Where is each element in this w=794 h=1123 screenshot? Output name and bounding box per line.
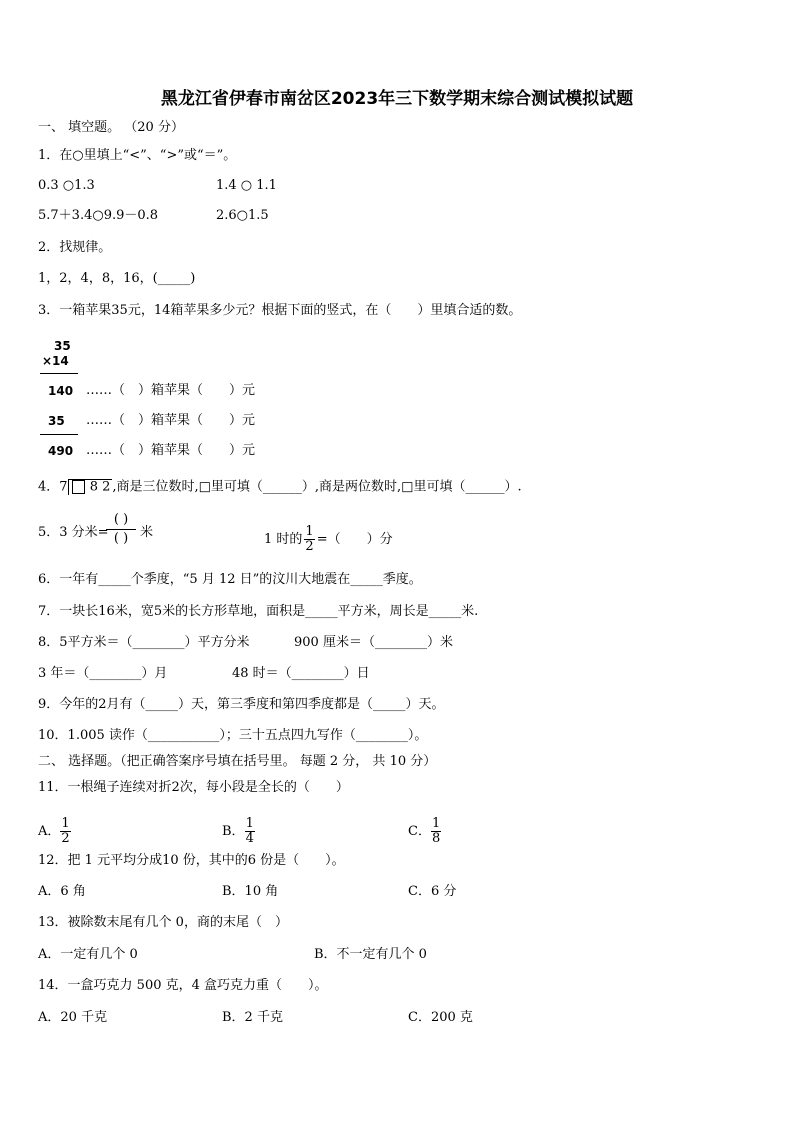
option-11-b-num: 1 — [245, 816, 254, 831]
section-2-heading: 二、 选择题。（把正确答案序号填在括号里。 每题 2 分， 共 10 分） — [38, 754, 437, 769]
calc-line-2 — [40, 434, 78, 435]
option-11-c-fraction — [431, 817, 441, 846]
question-10: 10．1.005 读作（___________）；三十五点四九写作（________）。 — [38, 728, 428, 743]
question-13-stem: 13．被除数末尾有几个 0，商的末尾（ ） — [38, 915, 288, 930]
partial-product-1: 140 — [48, 384, 74, 398]
half-denominator: 2 — [305, 539, 314, 554]
question-5-unit: 米 — [140, 525, 154, 540]
question-5-part-2 — [264, 525, 393, 554]
option-13-a: A．一定有几个 0 — [38, 947, 138, 962]
option-11-a-den: 2 — [61, 831, 70, 846]
question-8-a: 8．5平方米＝（________）平方分米 — [38, 635, 250, 650]
calc-row-1-text: ……（ ）箱苹果（ ）元 — [86, 383, 256, 398]
option-14-b: B．2 千克 — [222, 1010, 283, 1025]
fraction-blank-numerator: ( ) — [113, 512, 129, 527]
division-bracket — [68, 479, 113, 495]
vertical-calc-top: 35 — [54, 339, 71, 353]
option-11-b-fraction — [245, 817, 255, 846]
option-14-c: C．200 克 — [408, 1010, 473, 1025]
question-6: 6．一年有_____个季度，“5 月 12 日”的汶川大地震在_____季度。 — [38, 572, 422, 587]
section-1-heading: 一、 填空题。 （20 分） — [38, 120, 184, 135]
calc-result: 490 — [48, 444, 74, 458]
question-1-item-a: 0.3 ○1.3 — [38, 178, 95, 193]
option-11-c — [408, 817, 441, 846]
option-11-c-label: C． — [408, 824, 431, 839]
question-8-d: 48 时＝（________）日 — [232, 666, 370, 681]
question-5-minutes: =（ ）分 — [316, 532, 393, 547]
option-11-b — [222, 817, 255, 846]
question-3-stem: 3．一箱苹果35元，14箱苹果多少元？根据下面的竖式，在（ ）里填合适的数。 — [38, 303, 522, 318]
calc-line-1 — [40, 373, 78, 374]
question-9: 9．今年的2月有（_____）天，第三季度和第四季度都是（_____）天。 — [38, 697, 445, 712]
question-1-item-c: 5.7＋3.4○9.9－0.8 — [38, 208, 159, 223]
calc-row-2-text: ……（ ）箱苹果（ ）元 — [86, 413, 256, 428]
question-14-stem: 14．一盒巧克力 500 克，4 盒巧克力重（ ）。 — [38, 978, 328, 993]
question-1-item-b: 1.4 ○ 1.1 — [216, 178, 277, 193]
option-11-c-den: 8 — [431, 831, 441, 846]
fraction-blank — [106, 511, 136, 548]
question-4-divisor: 4．7 — [38, 479, 68, 495]
half-numerator: 1 — [305, 524, 314, 539]
question-5-part-1: 5．3 分米= — [38, 525, 109, 540]
option-12-c: C．6 分 — [408, 884, 457, 899]
question-4 — [38, 479, 522, 496]
vertical-calc-multiplier: ×14 — [42, 354, 69, 368]
calc-row-3-text: ……（ ）箱苹果（ ）元 — [86, 443, 256, 458]
option-11-a — [38, 817, 71, 846]
option-11-a-fraction — [60, 817, 70, 846]
question-2-stem: 2．找规律。 — [38, 240, 112, 255]
question-4-rest: ,商是三位数时,□里可填（______）,商是两位数时,□里可填（______）. — [112, 479, 522, 495]
option-14-a: A．20 千克 — [38, 1010, 108, 1025]
fraction-blank-denominator: ( ) — [106, 529, 136, 548]
half-fraction — [304, 525, 314, 554]
question-1-stem: 1．在○里填上“<”、“>”或“＝”。 — [38, 148, 237, 163]
partial-product-2: 35 — [48, 414, 65, 428]
option-12-a: A．6 角 — [38, 884, 86, 899]
option-11-c-num: 1 — [431, 816, 441, 831]
question-8-c: 3 年＝（________）月 — [38, 666, 168, 681]
question-11-stem: 11．一根绳子连续对折2次，每小段是全长的（ ） — [38, 780, 349, 795]
option-12-b: B．10 角 — [222, 884, 279, 899]
blank-box — [72, 480, 85, 494]
option-11-a-label: A． — [38, 824, 61, 839]
question-12-stem: 12．把 1 元平均分成10 份，其中的6 份是（ ）。 — [38, 853, 345, 868]
question-8-b: 900 厘米＝（________）米 — [294, 635, 453, 650]
option-11-a-num: 1 — [61, 816, 70, 831]
option-11-b-label: B． — [222, 824, 245, 839]
option-13-b: B．不一定有几个 0 — [314, 947, 427, 962]
question-2-sequence: 1，2，4，8，16，(_____) — [38, 271, 196, 286]
page-title: 黑龙江省伊春市南岔区2023年三下数学期末综合测试模拟试题 — [160, 89, 634, 109]
dividend-digits: 8 2 — [89, 479, 111, 495]
question-7: 7．一块长16米，宽5米的长方形草地，面积是_____平方米，周长是_____米. — [38, 604, 479, 619]
question-1-item-d: 2.6○1.5 — [216, 208, 269, 223]
option-11-b-den: 4 — [245, 831, 254, 846]
question-5-hour-label: 1 时的 — [264, 532, 303, 547]
